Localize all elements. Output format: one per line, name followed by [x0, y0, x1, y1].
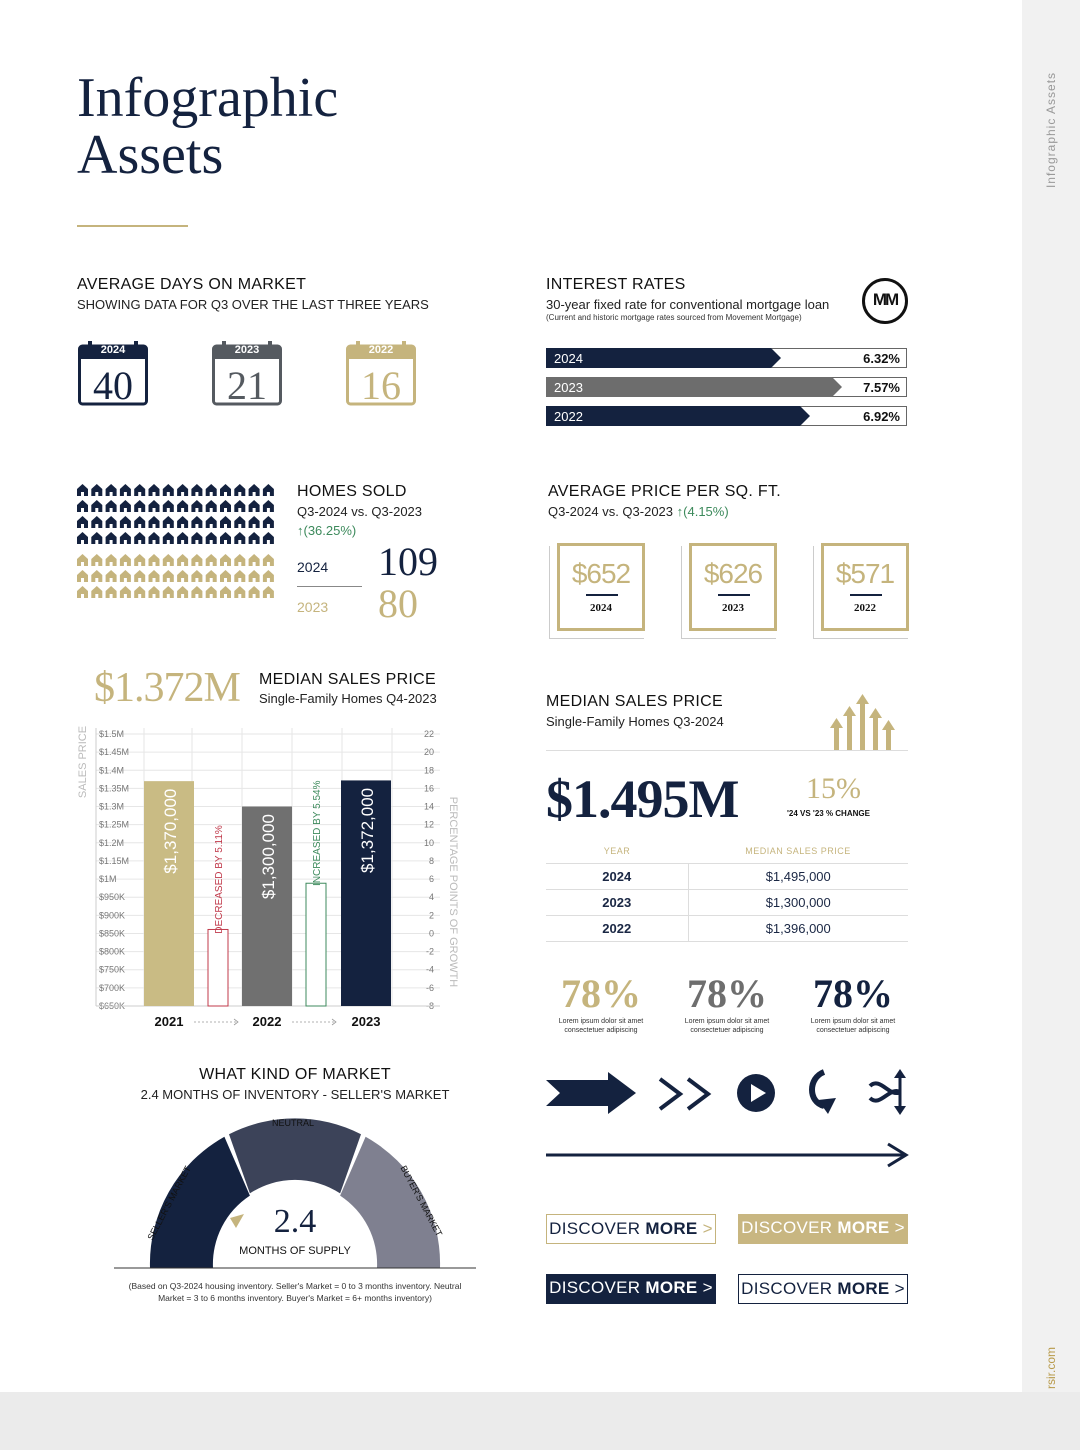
median-q4-subheading: Single-Family Homes Q4-2023: [259, 691, 437, 706]
house-icon: [149, 516, 160, 528]
house-icon: [177, 586, 188, 598]
y2-tick-label: 20: [423, 747, 434, 758]
homes-heading: HOMES SOLD: [297, 483, 407, 500]
ppsf-year: 2022: [854, 602, 876, 614]
median-table: [546, 838, 908, 942]
house-icon: [249, 554, 260, 566]
house-icon: [163, 586, 174, 598]
rate-bar-fill: [546, 406, 907, 426]
house-icon: [220, 586, 231, 598]
percent-caption: Lorem ipsum dolor sit amet: [684, 1018, 770, 1025]
button-bold-text: MORE: [837, 1279, 890, 1298]
rate-year: 2023: [554, 380, 583, 395]
house-icon: [191, 554, 202, 566]
double-chevron-icon[interactable]: [656, 1076, 714, 1112]
market-note-line2: Market = 3 to 6 months inventory. Buyer's Market = 6+ months inventory): [158, 1293, 432, 1303]
house-icon: [263, 570, 274, 582]
house-icon: [149, 570, 160, 582]
house-icon: [134, 570, 145, 582]
rate-value: 7.57%: [863, 380, 900, 395]
house-icon: [163, 484, 174, 496]
house-icon: [191, 586, 202, 598]
seg-neutral-label: NEUTRAL: [272, 1118, 315, 1128]
discover-more-button-gold[interactable]: [738, 1214, 908, 1244]
button-bold-text: MORE: [645, 1219, 698, 1238]
house-grid: [77, 484, 277, 614]
ppsf-value: $571: [835, 558, 895, 589]
homes-2024-value: 109: [378, 539, 438, 584]
house-icon: [134, 484, 145, 496]
button-text: DISCOVER: [549, 1219, 641, 1238]
homes-change: ↑(36.25%): [297, 523, 357, 538]
house-icon: [220, 554, 231, 566]
house-icon: [177, 554, 188, 566]
chevron-right-icon: >: [702, 1278, 713, 1297]
seg-buyers-label: BUYER'S MARKET: [398, 1163, 445, 1239]
rate-value: 6.92%: [863, 409, 900, 424]
rate-row: [546, 348, 907, 368]
median-q3-rule: [546, 750, 908, 751]
percent-stat-2: [672, 970, 782, 1035]
homes-subheading: Q3-2024 vs. Q3-2023: [297, 504, 423, 519]
ppsf-heading: AVERAGE PRICE PER SQ. FT.: [548, 483, 782, 500]
button-text: DISCOVER: [741, 1279, 833, 1298]
dom-heading: AVERAGE DAYS ON MARKET: [77, 276, 307, 293]
house-icon: [120, 554, 131, 566]
house-icon: [220, 570, 231, 582]
house-icon: [91, 484, 102, 496]
house-icon: [106, 532, 117, 544]
house-icon: [177, 532, 188, 544]
y2-axis-label: PERCENTAGE POINTS OF GROWTH: [447, 796, 459, 988]
y-tick-label: $800K: [99, 946, 126, 957]
calendar-2024: [78, 340, 148, 406]
ppsf-rule: [850, 594, 882, 596]
y2-tick-label: 0: [428, 928, 434, 939]
play-icon[interactable]: [737, 1074, 775, 1112]
discover-more-button-navy[interactable]: [546, 1274, 716, 1304]
y-tick-label: $900K: [99, 910, 126, 921]
house-icon: [77, 586, 88, 598]
house-icon: [120, 500, 131, 512]
house-icon: [120, 516, 131, 528]
y2-tick-label: -4: [425, 964, 434, 975]
growth-bar: [208, 929, 228, 1006]
y-tick-label: $750K: [99, 964, 126, 975]
percent-stat-1: [546, 970, 656, 1035]
market-note-line1: (Based on Q3-2024 housing inventory. Seller's Market = 0 to 3 months inventory. Neutral: [128, 1281, 462, 1291]
market-heading: WHAT KIND OF MARKET: [199, 1066, 391, 1083]
row-price: $1,300,000: [688, 890, 908, 916]
bar-value-label: $1,370,000: [161, 788, 180, 874]
house-icon: [120, 484, 131, 496]
house-icon: [77, 570, 88, 582]
house-icon: [206, 516, 217, 528]
button-bold-text: MORE: [645, 1278, 698, 1297]
percent-caption: Lorem ipsum dolor sit amet: [558, 1018, 644, 1025]
homes-2023-value: 80: [378, 581, 418, 626]
house-icon: [249, 532, 260, 544]
percent-value: 78%: [813, 971, 893, 1016]
house-icon: [249, 516, 260, 528]
rate-value: 6.32%: [863, 351, 900, 366]
ppsf-card-2023: [689, 543, 777, 631]
house-icon: [163, 570, 174, 582]
calendar-year: 2024: [100, 344, 126, 356]
ppsf-card-2022: [821, 543, 909, 631]
y2-tick-label: 14: [423, 801, 434, 812]
house-icon: [263, 532, 274, 544]
house-icon: [234, 570, 245, 582]
bar-value-label: $1,300,000: [259, 813, 278, 900]
median-q3-big-value: $1.495M: [546, 769, 739, 829]
row-year: 2023: [546, 890, 688, 916]
house-icon: [263, 554, 274, 566]
y2-tick-label: -2: [425, 946, 434, 957]
house-icon: [177, 500, 188, 512]
y-tick-label: $700K: [99, 982, 126, 993]
house-icon: [234, 500, 245, 512]
house-icon: [106, 554, 117, 566]
house-icon: [177, 484, 188, 496]
y-axis-label: SALES PRICE: [77, 725, 89, 799]
house-icon: [191, 516, 202, 528]
percent-caption: consectetuer adipiscing: [564, 1027, 638, 1034]
house-icon: [220, 516, 231, 528]
ppsf-rule: [586, 594, 618, 596]
col-price: MEDIAN SALES PRICE: [688, 838, 908, 864]
y-tick-label: $1.35M: [99, 783, 130, 794]
ppsf-subheading-text: Q3-2024 vs. Q3-2023: [548, 504, 674, 519]
house-icon: [91, 516, 102, 528]
calendar-2023: [212, 340, 282, 406]
house-icon: [234, 532, 245, 544]
percent-stat-3: [798, 970, 908, 1035]
house-icon: [191, 570, 202, 582]
y-tick-label: $850K: [99, 928, 126, 939]
median-bar-chart: [74, 722, 464, 1034]
median-q3-change: 15%: [806, 772, 861, 805]
calendar-days: 21: [227, 363, 267, 408]
median-q3-heading: MEDIAN SALES PRICE: [546, 693, 724, 710]
house-icon: [206, 500, 217, 512]
side-rail: [1022, 0, 1080, 1392]
market-value: 2.4: [273, 1203, 317, 1240]
discover-more-button-outline-navy[interactable]: [738, 1274, 908, 1304]
ppsf-value: $626: [703, 558, 763, 589]
house-icon: [177, 570, 188, 582]
rates-subheading: 30-year fixed rate for conventional mortgage loan: [546, 297, 830, 312]
house-icon: [149, 500, 160, 512]
house-icon: [77, 484, 88, 496]
calendar-days: 16: [361, 363, 401, 408]
title-rule: [77, 225, 188, 227]
y2-tick-label: 2: [428, 910, 434, 921]
house-icon: [220, 484, 231, 496]
button-bold-text: MORE: [837, 1218, 890, 1237]
y-tick-label: $1.15M: [99, 855, 130, 866]
house-icon: [220, 532, 231, 544]
house-icon: [134, 500, 145, 512]
house-icon: [91, 500, 102, 512]
house-icon: [163, 554, 174, 566]
long-arrow-icon: [546, 1142, 910, 1168]
rate-row: [546, 406, 907, 426]
x-tick-label: 2023: [351, 1014, 381, 1029]
house-icon: [249, 586, 260, 598]
row-year: 2024: [546, 864, 688, 890]
button-text: DISCOVER: [549, 1278, 641, 1297]
house-icon: [191, 532, 202, 544]
house-icon: [263, 586, 274, 598]
crossing-arrows-icon[interactable]: [866, 1068, 910, 1116]
house-icon: [106, 516, 117, 528]
rate-row: [546, 377, 907, 397]
table-row: [546, 916, 908, 942]
chevron-right-icon: >: [702, 1219, 713, 1238]
y2-tick-label: -6: [425, 982, 434, 993]
house-icon: [149, 554, 160, 566]
page-title-line1: Infographic: [77, 67, 339, 129]
page-title-line2: Assets: [77, 124, 224, 186]
percent-caption: Lorem ipsum dolor sit amet: [810, 1018, 896, 1025]
percent-caption: consectetuer adipiscing: [816, 1027, 890, 1034]
house-icon: [177, 516, 188, 528]
house-icon: [91, 532, 102, 544]
row-year: 2022: [546, 916, 688, 942]
percent-value: 78%: [561, 971, 641, 1016]
rates-note: (Current and historic mortgage rates sourced from Movement Mortgage): [546, 313, 802, 322]
y2-tick-label: 22: [423, 729, 434, 739]
house-icon: [206, 532, 217, 544]
rate-year: 2024: [554, 351, 583, 366]
house-icon: [249, 484, 260, 496]
bar-value-label: $1,372,000: [358, 787, 377, 873]
y2-tick-label: 10: [423, 837, 434, 848]
house-icon: [106, 484, 117, 496]
house-icon: [249, 500, 260, 512]
rate-year: 2022: [554, 409, 583, 424]
arrow-right-icon[interactable]: [546, 1072, 638, 1114]
house-icon: [263, 516, 274, 528]
y-tick-label: $1.5M: [99, 729, 125, 739]
y2-tick-label: 6: [428, 874, 434, 885]
market-value-label: MONTHS OF SUPPLY: [239, 1245, 351, 1257]
median-q4-heading: MEDIAN SALES PRICE: [259, 671, 437, 688]
house-icon: [234, 586, 245, 598]
house-icon: [163, 532, 174, 544]
house-icon: [191, 484, 202, 496]
house-icon: [134, 516, 145, 528]
seg-sellers-label: SELLER'S MARKET: [145, 1164, 193, 1242]
y-tick-label: $1.2M: [99, 837, 125, 848]
house-icon: [234, 484, 245, 496]
house-icon: [120, 570, 131, 582]
y2-tick-label: 16: [423, 783, 434, 794]
x-tick-label: 2022: [252, 1014, 282, 1029]
house-icon: [234, 554, 245, 566]
house-icon: [77, 532, 88, 544]
ppsf-change: ↑(4.15%): [676, 504, 729, 519]
percent-value: 78%: [687, 971, 767, 1016]
x-tick-label: 2021: [154, 1014, 184, 1029]
house-icon: [106, 586, 117, 598]
median-q4-big-value: $1.372M: [94, 665, 240, 711]
calendar-year: 2023: [234, 344, 260, 356]
ppsf-subheading: [548, 504, 729, 519]
mm-logo: [862, 278, 908, 324]
house-icon: [134, 532, 145, 544]
chevron-right-icon: >: [894, 1218, 905, 1237]
col-year: YEAR: [546, 838, 688, 864]
market-subheading: 2.4 MONTHS OF INVENTORY - SELLER'S MARKET: [140, 1087, 450, 1102]
mm-logo-text: MM: [872, 290, 898, 309]
discover-more-button-outline-gold[interactable]: [546, 1214, 716, 1244]
y2-tick-label: 18: [423, 765, 434, 776]
house-icon: [149, 484, 160, 496]
rate-bar-fill: [546, 348, 907, 368]
table-row: [546, 864, 908, 890]
house-icon: [191, 500, 202, 512]
y-tick-label: $1.4M: [99, 765, 125, 776]
house-icon: [91, 586, 102, 598]
calendar-year: 2022: [368, 344, 394, 356]
house-icon: [163, 516, 174, 528]
y-tick-label: $1M: [99, 874, 117, 885]
growth-label: INCREASED BY 5.54%: [312, 780, 323, 886]
calendar-days: 40: [93, 363, 133, 408]
y-tick-label: $950K: [99, 892, 126, 903]
growth-bar: [306, 883, 326, 1006]
y-tick-label: $1.45M: [99, 747, 130, 758]
homes-2023-label: 2023: [297, 599, 329, 615]
house-icon: [134, 554, 145, 566]
house-icon: [206, 554, 217, 566]
side-label: Infographic Assets: [1044, 71, 1058, 189]
calendar-2022: [346, 340, 416, 406]
house-icon: [163, 500, 174, 512]
ppsf-year: 2023: [722, 602, 744, 614]
median-q3-subheading: Single-Family Homes Q3-2024: [546, 714, 724, 729]
dom-subheading: SHOWING DATA FOR Q3 OVER THE LAST THREE YEARS: [77, 297, 429, 312]
house-icon: [106, 570, 117, 582]
house-icon: [234, 516, 245, 528]
y-tick-label: $1.3M: [99, 801, 125, 812]
y2-tick-label: -8: [425, 1001, 434, 1011]
house-icon: [263, 500, 274, 512]
house-icon: [91, 554, 102, 566]
growth-label: DECREASED BY 5.11%: [214, 825, 225, 934]
rate-bar-fill: [546, 377, 907, 397]
house-icon: [220, 500, 231, 512]
house-icon: [206, 586, 217, 598]
row-price: $1,396,000: [688, 916, 908, 942]
button-text: DISCOVER: [741, 1218, 833, 1237]
y2-tick-label: 12: [423, 819, 434, 830]
rising-arrows-icon: [828, 692, 898, 750]
ppsf-rule: [718, 594, 750, 596]
house-icon: [206, 570, 217, 582]
median-q3-change-label: '24 VS '23 % CHANGE: [787, 809, 870, 818]
house-icon: [106, 500, 117, 512]
homes-divider: [297, 586, 362, 587]
house-icon: [120, 586, 131, 598]
curved-arrow-icon[interactable]: [806, 1068, 846, 1116]
house-icon: [149, 586, 160, 598]
ppsf-card-2024: [557, 543, 645, 631]
y-tick-label: $1.25M: [99, 819, 130, 830]
homes-2024-label: 2024: [297, 559, 329, 575]
house-icon: [77, 554, 88, 566]
table-row: [546, 890, 908, 916]
house-icon: [77, 500, 88, 512]
chevron-right-icon: >: [894, 1279, 905, 1298]
house-icon: [206, 484, 217, 496]
house-icon: [91, 570, 102, 582]
side-url[interactable]: rsir.com: [1044, 1347, 1058, 1389]
rates-heading: INTEREST RATES: [546, 276, 686, 293]
ppsf-year: 2024: [590, 602, 612, 614]
house-icon: [120, 532, 131, 544]
y2-tick-label: 4: [428, 892, 434, 903]
percent-caption: consectetuer adipiscing: [690, 1027, 764, 1034]
house-icon: [263, 484, 274, 496]
house-icon: [149, 532, 160, 544]
y2-tick-label: 8: [428, 855, 434, 866]
row-price: $1,495,000: [688, 864, 908, 890]
y-tick-label: $650K: [99, 1001, 126, 1011]
table-header-row: [546, 838, 908, 864]
house-icon: [134, 586, 145, 598]
house-icon: [77, 516, 88, 528]
house-icon: [249, 570, 260, 582]
ppsf-value: $652: [571, 558, 631, 589]
